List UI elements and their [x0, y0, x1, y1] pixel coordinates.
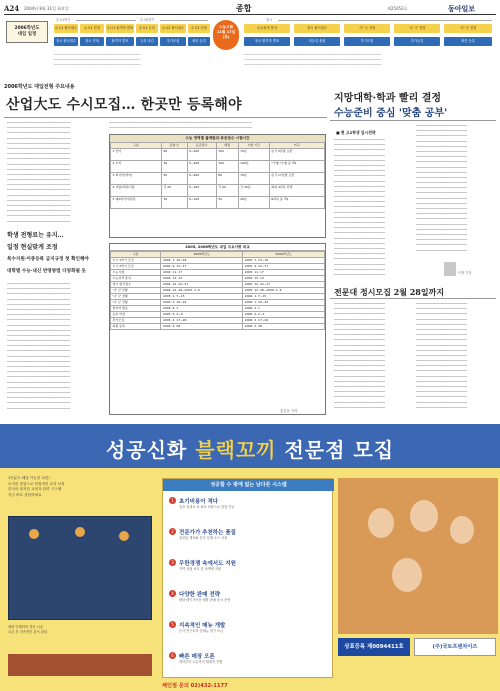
company-name: (주)국토프랜차이즈 — [414, 638, 496, 656]
table-cell: 듣기 17문항 포함 — [269, 173, 324, 185]
phase-divider — [278, 20, 492, 21]
table-cell: '가' 군 전형 — [111, 288, 161, 294]
face-shape — [450, 516, 474, 544]
food-photo — [8, 654, 152, 676]
table-cell: 2006. 2. 2~3 — [243, 312, 325, 318]
ad-feature-item — [169, 652, 329, 676]
side-headline: 지망대학·학과 빨리 결정 — [334, 93, 442, 104]
subhead-line: 일정 현실맞게 조정 — [7, 244, 58, 251]
table-cell: 2005. 7. 13~16 — [243, 258, 325, 264]
side-body-column: ───────────────────────── ───────────────────────── ───────────────────────── ───────────────────────── ───────────────────────── ───────────────────────── ───────────────────────── ───────────────────────── ───────────────────────── ───────────────────────── ───────────────────────── ───────────────────────── ───────────────────────── ───────────────────────── ───────────────────────── ───────────────────────── ───────────────────────── ───────────────────────── ───────────────────────── ───────────────────────── ───────────────────────── — [334, 302, 386, 410]
main-headline: 산업大도 수시모집… 한곳만 등록해야 — [6, 97, 242, 113]
lamp-shape — [119, 531, 129, 541]
admission-comparison-table — [109, 243, 326, 415]
table-cell: 30 — [161, 161, 187, 173]
feature-title: 전문가가 추천하는 품질 — [179, 530, 236, 536]
ad-feature-item — [169, 528, 329, 552]
feature-desc: 본사 연구소의 신메뉴 정기 보급 — [179, 629, 224, 633]
table-cell: 2004. 7. 15~18 — [161, 258, 243, 264]
customers-photo — [338, 478, 498, 634]
phase-divider — [76, 20, 136, 21]
flow-box: 정시 합격자 발표 — [244, 37, 290, 46]
ad-intro-line: 지금 바로 상담하세요 — [8, 492, 42, 497]
article-body-column: ────────────────────────────────────────────────────────────────────── ────────────────────────────────────────────────────────────────────── — [109, 121, 252, 131]
side-headline-2: 전문대 정시모집 2월 28일까지 — [334, 287, 445, 297]
table-cell: 2005. 2. 3~4 — [161, 312, 243, 318]
face-shape — [410, 500, 438, 532]
table-cell: 2006. 2. 28 — [243, 324, 325, 330]
table-cell: 100 — [216, 149, 238, 161]
subhead-line: 학생 전형료는 유지… — [7, 232, 64, 239]
trademark-registration: 상표등록 제0094411호 — [338, 638, 410, 656]
issue-date: 2004년 8월 31일 화요일 — [24, 6, 69, 11]
ad-intro-line: 본사의 철저한 교육과 관리 시스템 — [8, 487, 62, 492]
table-cell: 2004. 12. 22~27 — [161, 282, 243, 288]
table-cell: 2005. 9. 12~17 — [243, 264, 325, 270]
table-cell: 합격자 발표 — [111, 306, 161, 312]
table-cell: 2 수리 — [111, 161, 162, 173]
feature-number: 1 — [169, 497, 176, 504]
flow-fine-print: ──────────────────────────────────────────────── ──────────────────────────────────────────────── ──────────────────────────────────────────────── — [54, 53, 141, 68]
store-interior-photo — [8, 516, 152, 620]
table-cell: 50 — [216, 197, 238, 209]
badge-line: (목) — [222, 35, 230, 39]
table-cell: 수능시험 — [111, 270, 161, 276]
data-table — [110, 251, 325, 330]
table-cell: '나' 군 전형 — [111, 294, 161, 300]
column-header: 구분 — [111, 252, 161, 258]
table-cell: 각 20 — [161, 185, 187, 197]
page-number: A24 — [4, 4, 20, 13]
ad-title-accent: 블랙꼬끼 — [195, 438, 277, 462]
table-cell: 최종 등록 — [111, 324, 161, 330]
table-cell: 수시 1학기 모집 — [111, 258, 161, 264]
newspaper-brand: 동아일보 — [448, 4, 476, 13]
table-cell: 3 외국어(영어) — [111, 173, 162, 185]
flow-box: '다' 군 전형 — [444, 24, 492, 33]
table-cell: 0~100 — [187, 197, 216, 209]
phase-label: 수시1학기 — [56, 18, 71, 22]
table-cell: 2006. 1. 16~24 — [243, 300, 325, 306]
table-cell: 0~200 — [187, 173, 216, 185]
byline: 홍길동 기자 — [280, 409, 298, 413]
table-row — [111, 197, 325, 209]
feature-title: 빠른 매장 오픈 — [179, 654, 215, 660]
flow-box: '나' 군 전형 — [394, 24, 440, 33]
table-row — [111, 173, 325, 185]
table-cell: 0~100 — [187, 185, 216, 197]
table-cell: 각 30분 — [238, 185, 269, 197]
feature-title: 지속적인 메뉴 개발 — [179, 623, 226, 629]
face-shape — [392, 558, 422, 592]
feature-desc: 지역 상권 보호 및 마케팅 지원 — [179, 567, 222, 571]
column-header: 구분 — [111, 143, 162, 149]
ad-features-panel — [162, 478, 333, 678]
feature-desc: 점포 임대료 외 최소 비용으로 창업 가능 — [179, 505, 235, 509]
table-cell: 2006. 2. 17~26 — [243, 318, 325, 324]
flow-box: 수시2 전형 — [188, 24, 210, 33]
phase-label: 정시 — [266, 18, 273, 22]
franchise-advertisement — [0, 424, 500, 691]
feature-number: 6 — [169, 652, 176, 659]
side-byline: 이현 기자 — [458, 271, 472, 275]
flow-box: 수시1 등록 — [136, 24, 158, 33]
lamp-shape — [75, 527, 85, 537]
side-body-column: ───────────────────────── ───────────────────────── ───────────────────────── ───────────────────────── ───────────────────────── ───────────────────────── ───────────────────────── ───────────────────────── ───────────────────────── ───────────────────────── ───────────────────────── ───────────────────────── ───────────────────────── ───────────────────────── ───────────────────────── ───────────────────────── ───────────────────────── ───────────────────────── ───────────────────────── ───────────────────────── ───────────────────────── — [416, 302, 468, 410]
flow-box: 수능성적 통지 — [244, 24, 290, 33]
table-cell: '가'형·'나'형 중 택1 — [269, 161, 324, 173]
ad-feature-item — [169, 621, 329, 645]
ad-feature-item — [169, 559, 329, 583]
flow-box: '가' 군 전형 — [344, 24, 390, 33]
table-cell: 0~200 — [187, 149, 216, 161]
flow-box: 수시1 합격자 발표 — [106, 24, 134, 33]
caption-line: 오픈 후 지속적인 본사 관리 — [8, 630, 48, 634]
column-header: 시험 시간 — [238, 143, 269, 149]
article-body-column: ─────────────────────────────── ─────────────────────────────── ─────────────────────────────── ─────────────────────────────── ─────────────────────────────── ─────────────────────────────── ─────────────────────────────── ─────────────────────────────── ─────────────────────────────── ─────────────────────────────── ─────────────────────────────── ─────────────────────────────── ─────────────────────────────── ─────────────────────────────── ─────────────────────────────── ─────────────────────────────── ─────────────────────────────── ─────────────────────────────── ─────────────────────────────── ─────────────────────────────── ─────────────────────────────── ─────────────────────────────── ─────────────────────────────── ─────────────────────────────── ─────────────────────────────── — [7, 282, 71, 411]
table-cell: 최대 4과목 선택 — [269, 185, 324, 197]
article-kicker: 2006학년도 대입전형 주요내용 — [4, 84, 75, 90]
table-row — [111, 149, 325, 161]
table-cell: 4 사탐/과탐/직탐 — [111, 185, 162, 197]
ad-intro-line: 1인분도 배달 가능한 치킨! — [8, 476, 50, 480]
table-cell: 듣기 5문항 포함 — [269, 149, 324, 161]
flow-box: 수시1 원서접수 — [54, 24, 78, 33]
side-body-column: ───────────────────────── ───────────────────────── ───────────────────────── ───────────────────────── ───────────────────────── ───────────────────────── ───────────────────────── ───────────────────────── ───────────────────────── ───────────────────────── ───────────────────────── ───────────────────────── ───────────────────────── ───────────────────────── ───────────────────────── ───────────────────────── ───────────────────────── ───────────────────────── ───────────────────────── ───────────────────────── ───────────────────────── ───────────────────────── ───────────────────────── ───────────────────────── ───────────────────────── ───────────────────────── ───────────────────────── — [334, 138, 386, 277]
phase-divider — [160, 20, 208, 21]
column-header: 표준점수 — [187, 143, 216, 149]
side-subheadline: 수능준비 중심 '맞춤 공부' — [334, 108, 448, 119]
store-caption — [8, 625, 158, 635]
flow-title — [6, 21, 48, 43]
badge-line: 11월 17일 — [216, 30, 236, 34]
flow-box: 최종 등록 — [444, 37, 492, 46]
table-cell: 각 50 — [216, 185, 238, 197]
table-title: 수능 영역별 출제범위·표준점수·시험시간 — [110, 135, 325, 142]
table-cell: 추가모집 — [111, 318, 161, 324]
feature-title: 다양한 판매 전략 — [179, 592, 221, 598]
franchise-contact: 체인점 문의 02)432-1177 — [162, 683, 228, 689]
table-cell: 60 — [161, 149, 187, 161]
feature-desc: 계약부터 오픈까지 체계적 진행 — [179, 660, 223, 664]
table-cell: 40분 — [238, 197, 269, 209]
feature-desc: 엄선된 재료와 본사 특제 소스 사용 — [179, 536, 228, 540]
table-cell: 등록 마감 — [111, 312, 161, 318]
headline-rule — [4, 117, 327, 118]
side-section-note: ■ 현 고2학생 입시전략 — [336, 130, 376, 135]
flow-fine-print: ──────────────────────────────────────────────────────────────────────────── ──────────────────────────────────────────────────────────────────────────── ──────────────────────────────────────────────────────────────────────────── — [244, 53, 382, 68]
column-header: 2006학년도 — [243, 252, 325, 258]
article-subhead-block — [7, 230, 102, 278]
ad-title — [0, 434, 500, 463]
table-cell: 1 언어 — [111, 149, 162, 161]
page-header — [4, 3, 496, 15]
caption-line: 매장 인테리어 전문 시공 — [8, 625, 43, 629]
feature-number: 3 — [169, 559, 176, 566]
flow-box: 미등록 충원 — [294, 37, 340, 46]
data-table — [110, 142, 325, 209]
phase-label: 수시2학기 — [140, 18, 155, 22]
table-title: 2005, 2006학년도 대입 주요사항 비교 — [110, 244, 325, 251]
ad-panel-title: 성공할 수 밖에 없는 남다른 시스템 — [163, 479, 334, 491]
flow-box: 등록 마감 — [136, 37, 158, 46]
side-rule — [330, 298, 496, 299]
flow-box: 정시 원서접수 — [54, 37, 78, 46]
table-cell: 70분 — [238, 149, 269, 161]
feature-desc: 배달·테이크아웃·매장 판매 동시 운영 — [179, 598, 231, 602]
table-cell: 100분 — [238, 161, 269, 173]
table-cell: 수시 2학기 모집 — [111, 264, 161, 270]
subhead-line: 복수지원·이중등록 금지규정 첫 확인해야 — [7, 257, 89, 262]
flow-box: 정시 전형 — [80, 37, 104, 46]
table-cell: 2004. 11. 17 — [161, 270, 243, 276]
table-cell: '다' 군 전형 — [111, 300, 161, 306]
admission-schedule-flow — [4, 17, 496, 83]
side-body-column: ───────────────────────── ───────────────────────── ───────────────────────── ───────────────────────── ───────────────────────── ───────────────────────── ───────────────────────── ───────────────────────── ───────────────────────── ───────────────────────── ───────────────────────── ───────────────────────── ───────────────────────── ───────────────────────── ───────────────────────── ───────────────────────── ───────────────────────── ───────────────────────── ───────────────────────── ───────────────────────── ───────────────────────── ───────────────────────── ───────────────────────── ───────────────────────── ───────────────────────── — [416, 124, 468, 253]
table-cell: 2004. 12. 14 — [161, 276, 243, 282]
side-rule — [330, 120, 496, 121]
ad-feature-item — [169, 590, 329, 614]
table-cell: 2005. 12. 28~2006. 1. 6 — [243, 288, 325, 294]
ad-feature-item — [169, 497, 329, 521]
flow-box: 정시 원서접수 — [294, 24, 340, 33]
table-cell: 2005. 2. 1 — [161, 306, 243, 312]
flow-box: 추가모집 — [344, 37, 390, 46]
feature-number: 5 — [169, 621, 176, 628]
table-cell: 2005. 12. 14 — [243, 276, 325, 282]
table-cell: 8과목 중 택1 — [269, 197, 324, 209]
table-cell: 2006. 2. 1 — [243, 306, 325, 312]
flow-title-line: 대입 일정 — [17, 32, 37, 37]
suneung-subjects-table — [109, 134, 326, 238]
section-name: 종합 — [236, 3, 252, 13]
reporter-photo — [444, 262, 456, 276]
table-cell: 70분 — [238, 173, 269, 185]
table-cell: 80 — [216, 173, 238, 185]
table-cell: 정시 원서접수 — [111, 282, 161, 288]
table-row — [111, 324, 325, 330]
flow-box: 합격자 발표 — [106, 37, 134, 46]
issue-number: 제25053호 — [387, 6, 408, 11]
table-cell: 2006. 1. 7~15 — [243, 294, 325, 300]
table-cell: 30 — [161, 197, 187, 209]
article-body-column: ─────────────────────────────── ─────────────────────────────── ─────────────────────────────── ─────────────────────────────── ─────────────────────────────── ─────────────────────────────── ─────────────────────────────── ─────────────────────────────── ─────────────────────────────── ─────────────────────────────── ─────────────────────────────── ─────────────────────────────── ─────────────────────────────── ─────────────────────────────── ─────────────────────────────── ─────────────────────────────── ─────────────────────────────── ─────────────────────────────── ─────────────────────────────── ─────────────────────────────── — [7, 121, 71, 224]
feature-title: 초기비용이 적다 — [179, 499, 219, 505]
subhead-line: 대학별 수능·내신 반영방법 다양화될 듯 — [7, 269, 86, 274]
table-cell: 0~200 — [187, 161, 216, 173]
feature-number: 4 — [169, 590, 176, 597]
ad-intro-line: 소자본 창업으로 안정적인 수익 보장 — [8, 481, 65, 486]
ad-title-pre: 성공신화 — [105, 438, 196, 462]
table-cell: 2005. 1. 16~24 — [161, 300, 243, 306]
ad-title-post: 전문점 모집 — [276, 438, 395, 462]
feature-number: 2 — [169, 528, 176, 535]
table-cell: 5 제2외국어/한문 — [111, 197, 162, 209]
table-cell: 2005. 2. 28 — [161, 324, 243, 330]
table-row — [111, 185, 325, 197]
ad-intro — [8, 476, 158, 498]
feature-title: 무한경쟁 속에서도 지원 — [179, 561, 236, 567]
table-cell: 2005. 12. 22~27 — [243, 282, 325, 288]
column-header: 문항 수 — [161, 143, 187, 149]
table-cell: 2004. 9. 13~17 — [161, 264, 243, 270]
lamp-shape — [29, 529, 39, 539]
table-cell: 50 — [161, 173, 187, 185]
flow-title-line: 2006학년도 — [14, 26, 40, 31]
table-cell: 2005. 1. 7~15 — [161, 294, 243, 300]
column-header: 2005학년도 — [161, 252, 243, 258]
flow-box: 최종 등록 — [188, 37, 210, 46]
badge-line: 수능시험 — [219, 25, 233, 29]
column-header: 비고 — [269, 143, 324, 149]
flow-box: 추가등록 — [394, 37, 440, 46]
table-cell: 100 — [216, 161, 238, 173]
table-cell: 2004. 12. 28~2005. 1. 6 — [161, 288, 243, 294]
table-cell: 2005. 11. 17 — [243, 270, 325, 276]
suneung-date-badge — [213, 20, 239, 50]
flow-box: 추가모집 — [160, 37, 186, 46]
table-row — [111, 161, 325, 173]
table-cell: 2005. 2. 17~26 — [161, 318, 243, 324]
flow-box: 수시2 원서접수 — [160, 24, 186, 33]
table-cell: 수능성적 통지 — [111, 276, 161, 282]
column-header: 배점 — [216, 143, 238, 149]
face-shape — [368, 508, 394, 538]
flow-box: 수시1 전형 — [80, 24, 104, 33]
